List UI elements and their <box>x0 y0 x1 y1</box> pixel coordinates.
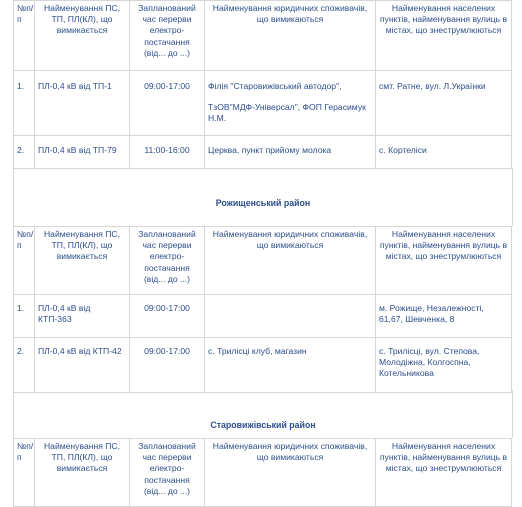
header-settlements: Найменування населених пунктів, найменування вулиць в містах, що знеструмлюються <box>376 439 512 507</box>
header-time: Запланований час перерви електро-постачання (від... до ...) <box>130 439 205 507</box>
row-object: ПЛ-0,4 кВ від КТП-363 <box>35 295 130 338</box>
table-row <box>14 295 512 338</box>
region-heading <box>13 390 513 438</box>
outage-table-section-1 <box>13 0 512 169</box>
header-num: №п/п <box>14 439 35 507</box>
row-consumers: с. Трилісці клуб, магазин <box>205 338 376 393</box>
region-heading <box>13 168 513 226</box>
row-settlements: смт. Ратне, вул. Л.Українки <box>376 71 512 136</box>
row-time: 09:00-17:00 <box>130 338 205 393</box>
row-consumers-line-2: ТзОВ"МДФ-Універсал", ФОП Герасимук Н.М. <box>208 102 366 124</box>
row-num: 2. <box>14 136 35 169</box>
header-consumers: Найменування юридичних споживачів, що вимикаються <box>205 227 376 295</box>
table-header-row <box>14 227 512 295</box>
row-settlements: с. Кортеліси <box>376 136 512 169</box>
row-num: 1. <box>14 71 35 136</box>
row-consumers <box>205 295 376 338</box>
row-object: ПЛ-0,4 кВ від КТП-42 <box>35 338 130 393</box>
header-num: №п/п <box>14 227 35 295</box>
row-time: 09:00-17:00 <box>130 295 205 338</box>
region-title: Старовижівський район <box>210 420 316 430</box>
header-object: Найменування ПС, ТП, ПЛ(КЛ), що вимикається <box>35 439 130 507</box>
row-num: 1. <box>14 295 35 338</box>
table-header-row <box>14 439 512 507</box>
header-settlements: Найменування населених пунктів, найменування вулиць в містах, що знеструмлюються <box>376 1 512 71</box>
header-consumers: Найменування юридичних споживачів, що вимикаються <box>205 439 376 507</box>
row-settlements: с. Трилісці, вул. Степова, Молодіжна, Колгоспна, Котельникова <box>376 338 512 393</box>
header-num: №п/п <box>14 1 35 71</box>
table-row <box>14 338 512 393</box>
row-object: ПЛ-0,4 кВ від ТП-1 <box>35 71 130 136</box>
header-time: Запланований час перерви електро-постачання (від... до ...) <box>130 227 205 295</box>
table-row <box>14 136 512 169</box>
row-time: 11:00-16:00 <box>130 136 205 169</box>
row-consumers-line-1: Філія "Старовижівський автодор", <box>208 81 342 91</box>
row-num: 2. <box>14 338 35 393</box>
header-object: Найменування ПС, ТП, ПЛ(КЛ), що вимикається <box>35 1 130 71</box>
row-object: ПЛ-0,4 кВ від ТП-79 <box>35 136 130 169</box>
row-consumers <box>205 71 376 136</box>
header-time: Запланований час перерви електро-постачання (від... до ...) <box>130 1 205 71</box>
header-consumers: Найменування юридичних споживачів, що вимикаються <box>205 1 376 71</box>
region-title: Рожищенський район <box>215 198 311 208</box>
header-object: Найменування ПС, ТП, ПЛ(КЛ), що вимикається <box>35 227 130 295</box>
outage-table-section-3 <box>13 438 512 507</box>
table-row <box>14 71 512 136</box>
header-settlements: Найменування населених пунктів, найменування вулиць в містах, що знеструмлюються <box>376 227 512 295</box>
row-time: 09:00-17:00 <box>130 71 205 136</box>
outage-table-section-2 <box>13 226 512 393</box>
row-consumers: Церква, пункт прийому молока <box>205 136 376 169</box>
table-header-row <box>14 1 512 71</box>
row-settlements: м. Рожище, Незалежності, 61,67, Шевченка, 8 <box>376 295 512 338</box>
